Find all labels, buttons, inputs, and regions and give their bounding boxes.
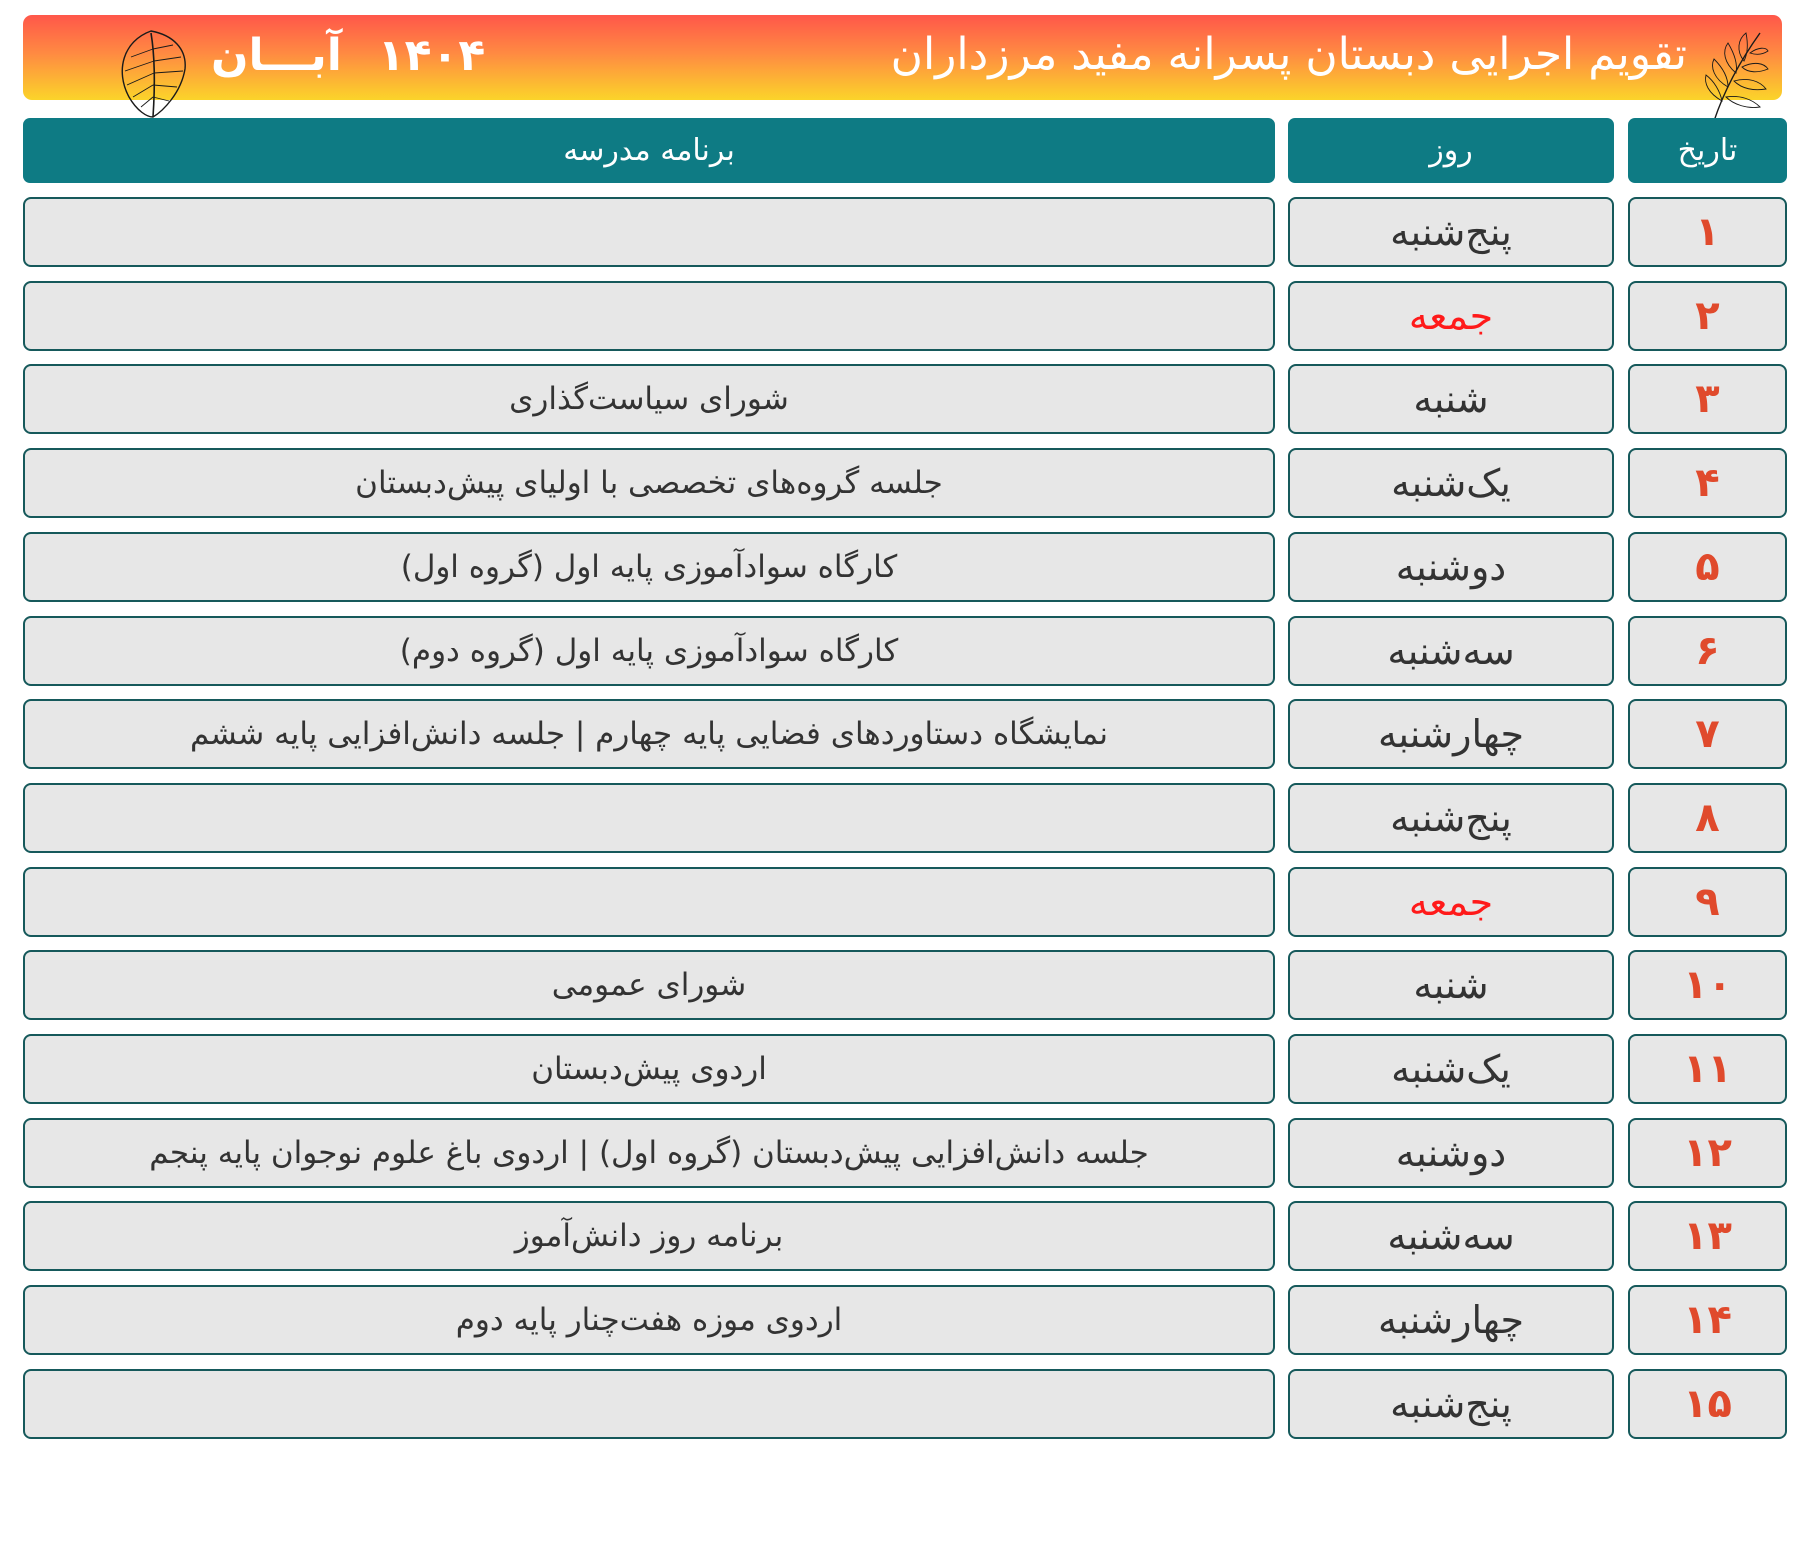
day-cell: چهارشنبه xyxy=(1288,1285,1614,1355)
date-cell: ۲ xyxy=(1628,281,1787,351)
date-cell: ۱۳ xyxy=(1628,1201,1787,1271)
date-cell: ۹ xyxy=(1628,867,1787,937)
day-cell: دوشنبه xyxy=(1288,1118,1614,1188)
date-cell: ۱۵ xyxy=(1628,1369,1787,1439)
date-cell: ۳ xyxy=(1628,364,1787,434)
day-cell: سه‌شنبه xyxy=(1288,1201,1614,1271)
day-cell: چهارشنبه xyxy=(1288,699,1614,769)
month-label xyxy=(211,30,485,83)
program-cell: شورای عمومی xyxy=(23,950,1275,1020)
day-cell-holiday: جمعه xyxy=(1288,281,1614,351)
program-cell: اردوی موزه هفت‌چنار پایه دوم xyxy=(23,1285,1275,1355)
program-cell: نمایشگاه دستاوردهای فضایی پایه چهارم | جلسه دانش‌افزایی پایه ششم xyxy=(23,699,1275,769)
date-cell: ۷ xyxy=(1628,699,1787,769)
date-cell: ۶ xyxy=(1628,616,1787,686)
program-cell xyxy=(23,1369,1275,1439)
day-cell: دوشنبه xyxy=(1288,532,1614,602)
day-cell-holiday: جمعه xyxy=(1288,867,1614,937)
day-cell: پنج‌شنبه xyxy=(1288,783,1614,853)
program-cell: جلسه دانش‌افزایی پیش‌دبستان (گروه اول) | اردوی باغ علوم نوجوان پایه پنجم xyxy=(23,1118,1275,1188)
program-cell xyxy=(23,197,1275,267)
day-cell: یک‌شنبه xyxy=(1288,1034,1614,1104)
day-cell: شنبه xyxy=(1288,364,1614,434)
day-cell: پنج‌شنبه xyxy=(1288,197,1614,267)
date-cell: ۱۲ xyxy=(1628,1118,1787,1188)
program-cell: جلسه گروه‌های تخصصی با اولیای پیش‌دبستان xyxy=(23,448,1275,518)
program-cell xyxy=(23,867,1275,937)
program-cell: کارگاه سوادآموزی پایه اول (گروه اول) xyxy=(23,532,1275,602)
branch-icon xyxy=(1700,27,1770,122)
program-cell: اردوی پیش‌دبستان xyxy=(23,1034,1275,1104)
date-cell: ۱ xyxy=(1628,197,1787,267)
date-cell: ۱۱ xyxy=(1628,1034,1787,1104)
year-number: ۱۴۰۴ xyxy=(377,30,486,81)
column-header-day: روز xyxy=(1288,118,1614,183)
date-cell: ۴ xyxy=(1628,448,1787,518)
column-header-program: برنامه مدرسه xyxy=(23,118,1275,183)
day-cell: سه‌شنبه xyxy=(1288,616,1614,686)
program-cell: برنامه روز دانش‌آموز xyxy=(23,1201,1275,1271)
leaf-icon xyxy=(111,27,191,119)
date-cell: ۵ xyxy=(1628,532,1787,602)
program-cell: شورای سیاست‌گذاری xyxy=(23,364,1275,434)
month-name: آبـــان xyxy=(211,30,342,81)
day-cell: شنبه xyxy=(1288,950,1614,1020)
program-cell xyxy=(23,281,1275,351)
page-title: تقویم اجرایی دبستان پسرانه مفید مرزداران xyxy=(890,29,1687,80)
column-header-date: تاریخ xyxy=(1628,118,1787,183)
date-cell: ۸ xyxy=(1628,783,1787,853)
title-banner xyxy=(23,15,1782,100)
program-cell xyxy=(23,783,1275,853)
day-cell: پنج‌شنبه xyxy=(1288,1369,1614,1439)
date-cell: ۱۴ xyxy=(1628,1285,1787,1355)
date-cell: ۱۰ xyxy=(1628,950,1787,1020)
program-cell: کارگاه سوادآموزی پایه اول (گروه دوم) xyxy=(23,616,1275,686)
day-cell: یک‌شنبه xyxy=(1288,448,1614,518)
